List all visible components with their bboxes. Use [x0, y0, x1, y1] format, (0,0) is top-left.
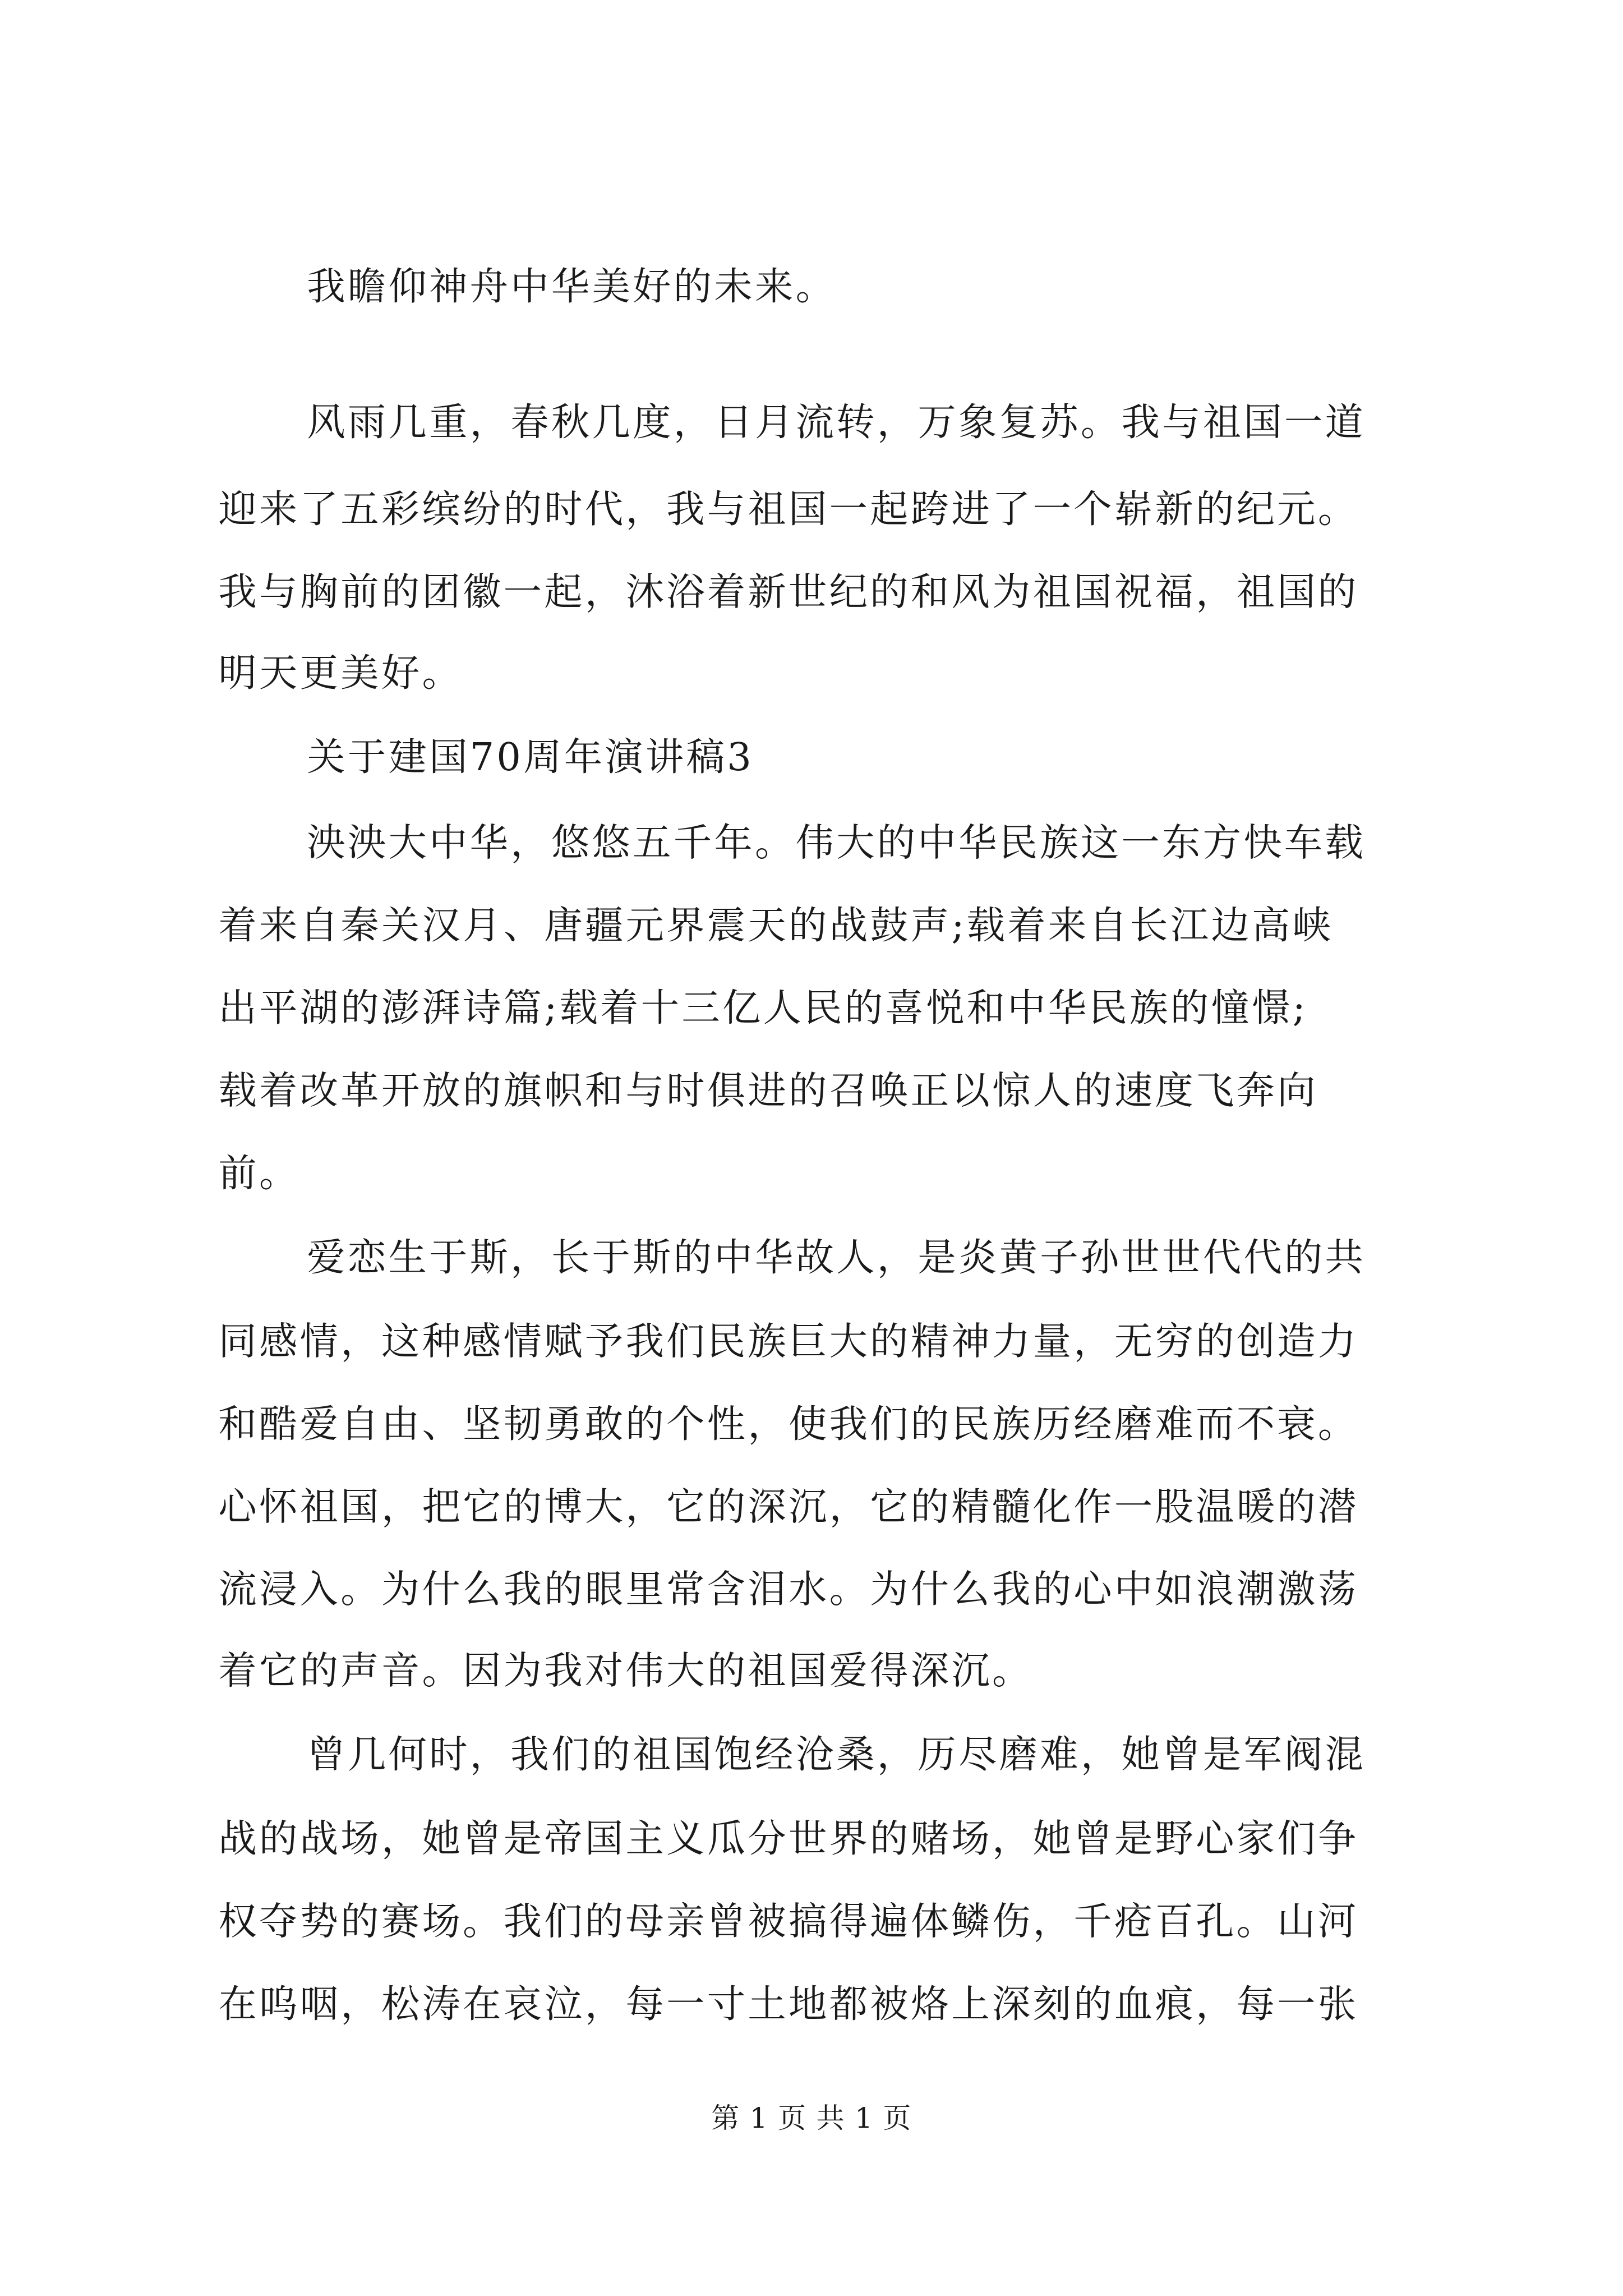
- text-line: 载着改革开放的旗帜和与时俱进的召唤正以惊人的速度飞奔向: [218, 1070, 1318, 1114]
- text-line: 权夺势的赛场。我们的母亲曾被搞得遍体鳞伤，千疮百孔。山河: [218, 1900, 1359, 1945]
- paragraph-love-line: [0, 1397, 1359, 1455]
- text-line: 心怀祖国，把它的博大，它的深沉，它的精髓化作一股温暖的潜: [218, 1485, 1359, 1530]
- paragraph-motherland-era-line: [0, 565, 1359, 623]
- paragraph-motherland-era: [0, 395, 1366, 453]
- paragraph-history-line: [0, 1977, 1359, 2035]
- text-line: 明天更美好。: [218, 652, 463, 697]
- page-footer: [0, 2097, 1623, 2137]
- text-line: 战的战场，她曾是帝国主义瓜分世界的赌场，她曾是野心家们争: [218, 1818, 1359, 1862]
- paragraph-love-line: [0, 1315, 1359, 1373]
- paragraph-motherland-era-line: [0, 482, 1359, 540]
- text-line: 泱泱大中华，悠悠五千年。伟大的中华民族这一东方快车载: [307, 822, 1366, 867]
- paragraph-motherland-era-line: [0, 646, 463, 704]
- text-line: 我与胸前的团徽一起，沐浴着新世纪的和风为祖国祝福，祖国的: [218, 570, 1359, 615]
- heading-text: 关于建国70周年演讲稿3: [307, 736, 754, 781]
- text-line: 曾几何时，我们的祖国饱经沧桑，历尽磨难，她曾是军阀混: [307, 1733, 1366, 1778]
- text-line: 流浸入。为什么我的眼里常含泪水。为什么我的心中如浪潮激荡: [218, 1568, 1359, 1613]
- text-line: 爱恋生于斯，长于斯的中华故人，是炎黄子孙世世代代的共: [307, 1236, 1366, 1281]
- paragraph-china-line: [0, 1064, 1318, 1122]
- speech-heading: [0, 730, 754, 788]
- paragraph-china-line: [0, 981, 1308, 1039]
- text-line: 着来自秦关汉月、唐疆元界震天的战鼓声;载着来自长江边高峡: [218, 904, 1334, 949]
- text-line: 在呜咽，松涛在哀泣，每一寸土地都被烙上深刻的血痕，每一张: [218, 1983, 1359, 2028]
- paragraph-china: [0, 816, 1366, 874]
- paragraph-history-line: [0, 1894, 1359, 1952]
- text-line: 迎来了五彩缤纷的时代，我与祖国一起跨进了一个崭新的纪元。: [218, 488, 1359, 533]
- text-line: 风雨几重，春秋几度，日月流转，万象复苏。我与祖国一道: [307, 401, 1366, 446]
- paragraph-future: [0, 260, 836, 318]
- paragraph-love-line: [0, 1480, 1359, 1538]
- text-line: 出平湖的澎湃诗篇;载着十三亿人民的喜悦和中华民族的憧憬;: [218, 987, 1308, 1032]
- text-line: 着它的声音。因为我对伟大的祖国爱得深沉。: [218, 1649, 1033, 1694]
- paragraph-china-line: [0, 899, 1333, 956]
- paragraph-love-line: [0, 1644, 1033, 1701]
- text-line: 前。: [218, 1152, 300, 1197]
- paragraph-history-line: [0, 1812, 1359, 1870]
- paragraph-china-line: [0, 1147, 300, 1204]
- text-line: 和酷爱自由、坚韧勇敢的个性，使我们的民族历经磨难而不衰。: [218, 1403, 1359, 1448]
- paragraph-love: [0, 1231, 1366, 1289]
- paragraph-love-line: [0, 1563, 1359, 1621]
- text-line: 我瞻仰神舟中华美好的未来。: [307, 265, 837, 310]
- text-line: 同感情，这种感情赋予我们民族巨大的精神力量，无穷的创造力: [218, 1320, 1359, 1365]
- page-number: 第 1 页 共 1 页: [711, 2102, 912, 2136]
- paragraph-history: [0, 1728, 1366, 1786]
